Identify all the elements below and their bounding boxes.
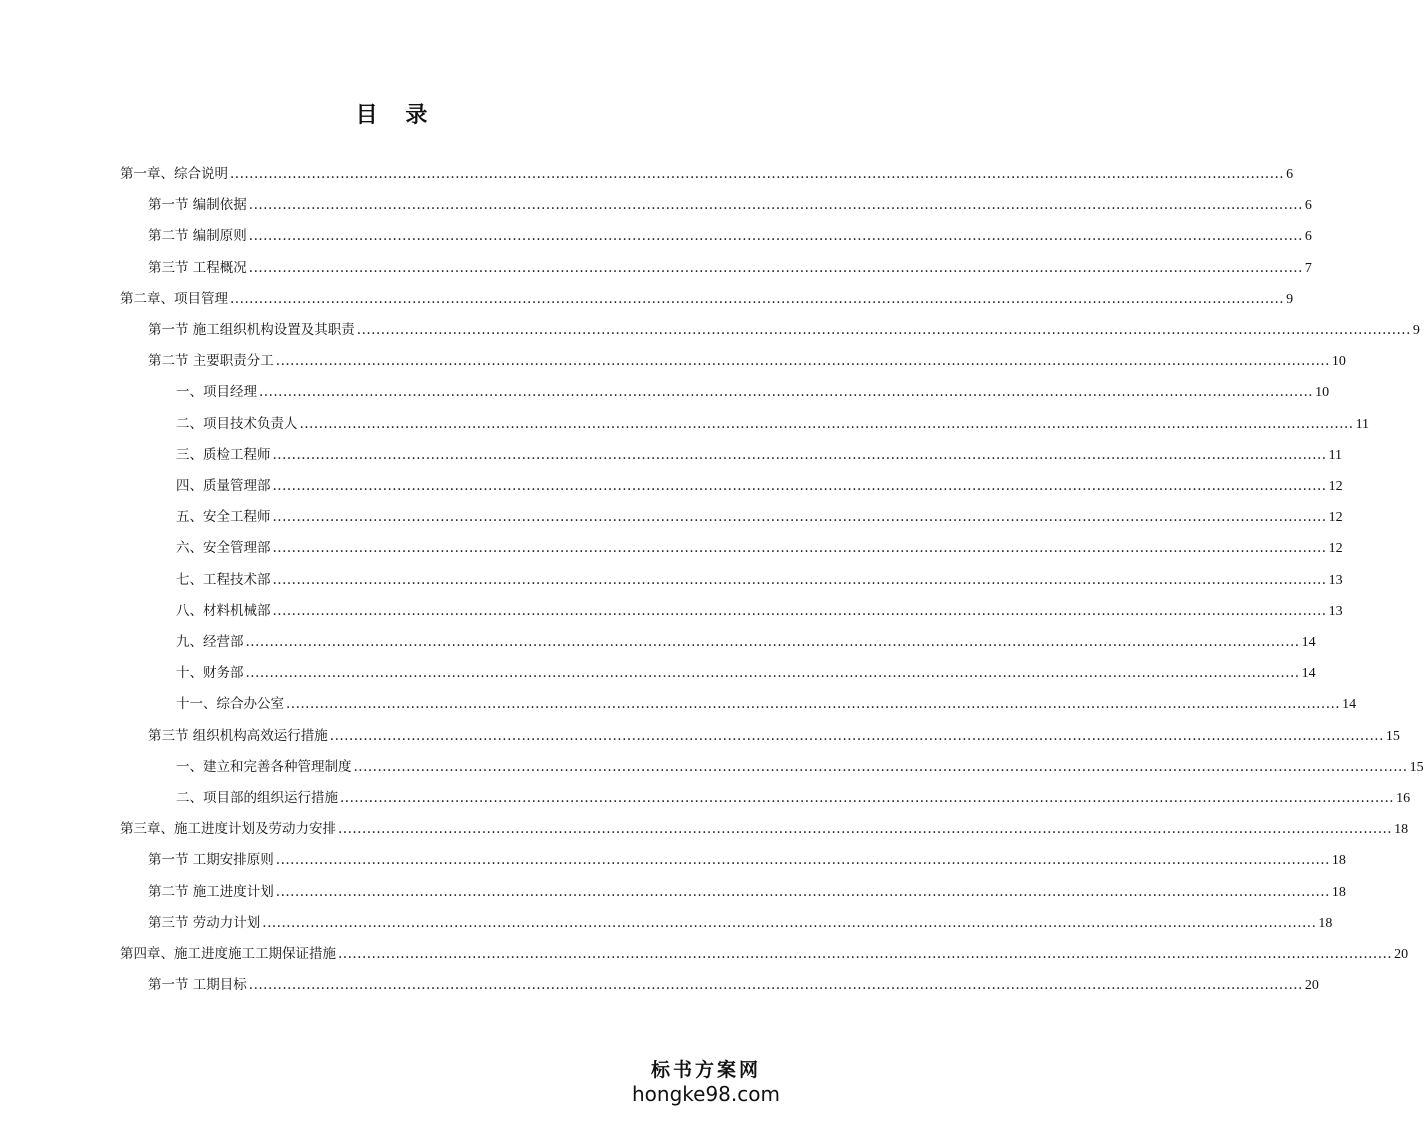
toc-entry-label: 第一节 编制依据: [148, 197, 247, 213]
toc-entry-label: 第一节 工期目标: [148, 977, 247, 993]
toc-entry-page-number: 14: [1342, 697, 1357, 712]
toc-entry-page-number: 9: [1286, 292, 1294, 307]
toc-entry-page-number: 6: [1286, 167, 1294, 182]
toc-entry-page-number: 9: [1412, 323, 1420, 338]
toc-entry[interactable]: [176, 754, 1424, 780]
toc-entry-page-number: 15: [1409, 760, 1424, 775]
watermark: [631, 1058, 781, 1106]
toc-entry[interactable]: [176, 785, 1411, 811]
toc-entry-label: 十、财务部: [176, 665, 244, 681]
toc-entry-page-number: 18: [1318, 916, 1333, 931]
toc-dot-leader: ............................................................................................................................................................................................................................: [286, 696, 1341, 712]
watermark-site-name: 标书方案网: [650, 1059, 761, 1081]
toc-entry-label: 七、工程技术部: [176, 572, 271, 588]
toc-entry[interactable]: [148, 910, 1333, 936]
toc-entry[interactable]: [176, 691, 1357, 717]
toc-dot-leader: ............................................................................................................................................................................................................................: [248, 260, 1303, 276]
toc-entry-page-number: 18: [1331, 885, 1346, 900]
toc-dot-leader: ............................................................................................................................................................................................................................: [248, 197, 1303, 213]
toc-entry[interactable]: [148, 879, 1346, 905]
toc-entry[interactable]: [176, 504, 1343, 530]
toc-entry-page-number: 20: [1394, 947, 1409, 962]
toc-entry[interactable]: [176, 473, 1343, 499]
toc-entry-page-number: 15: [1385, 729, 1400, 744]
toc-dot-leader: ............................................................................................................................................................................................................................: [329, 728, 1384, 744]
toc-entry-page-number: 14: [1301, 635, 1316, 650]
toc-entry[interactable]: [176, 379, 1330, 405]
toc-entry-page-number: 10: [1331, 354, 1346, 369]
toc-dot-leader: ............................................................................................................................................................................................................................: [248, 977, 1303, 993]
toc-entry[interactable]: [120, 816, 1409, 842]
toc-entry-label: 二、项目部的组织运行措施: [176, 790, 338, 806]
toc-entry-label: 第三节 组织机构高效运行措施: [148, 728, 328, 744]
toc-entry-page-number: 12: [1328, 510, 1343, 525]
toc-entry-label: 九、经营部: [176, 634, 244, 650]
watermark-url: hongke98.com: [632, 1082, 780, 1106]
toc-entry-label: 第二节 编制原则: [148, 228, 247, 244]
toc-entry-page-number: 18: [1331, 853, 1346, 868]
toc-entry[interactable]: [148, 972, 1319, 998]
toc-entry-label: 六、安全管理部: [176, 540, 271, 556]
toc-entry-label: 第一章、综合说明: [120, 166, 228, 182]
toc-entry-label: 第三节 工程概况: [148, 260, 247, 276]
toc-dot-leader: ............................................................................................................................................................................................................................: [356, 322, 1411, 338]
toc-dot-leader: ............................................................................................................................................................................................................................: [245, 665, 1300, 681]
toc-entry[interactable]: [148, 847, 1346, 873]
toc-entry-label: 八、材料机械部: [176, 603, 271, 619]
toc-entry-page-number: 16: [1396, 791, 1411, 806]
toc-entry-page-number: 12: [1328, 541, 1343, 556]
toc-entry[interactable]: [176, 629, 1316, 655]
toc-dot-leader: ............................................................................................................................................................................................................................: [272, 572, 1327, 588]
toc-entry-label: 第二节 施工进度计划: [148, 884, 274, 900]
toc-entry[interactable]: [148, 255, 1312, 281]
toc-dot-leader: ............................................................................................................................................................................................................................: [272, 447, 1327, 463]
toc-entry-page-number: 13: [1328, 604, 1343, 619]
toc-entry-label: 第二章、项目管理: [120, 291, 228, 307]
toc-entry-label: 第一节 施工组织机构设置及其职责: [148, 322, 355, 338]
toc-entry[interactable]: [120, 286, 1294, 312]
toc-entry[interactable]: [148, 192, 1312, 218]
toc-dot-leader: ............................................................................................................................................................................................................................: [299, 416, 1354, 432]
toc-entry[interactable]: [176, 535, 1343, 561]
toc-entry[interactable]: [176, 567, 1343, 593]
toc-entry-label: 十一、综合办公室: [176, 696, 284, 712]
toc-entry[interactable]: [176, 598, 1343, 624]
toc-entry[interactable]: [148, 348, 1346, 374]
toc-entry-label: 第三节 劳动力计划: [148, 915, 261, 931]
toc-dot-leader: ............................................................................................................................................................................................................................: [262, 915, 1317, 931]
toc-entry-page-number: 10: [1315, 385, 1330, 400]
toc-entry-page-number: 11: [1355, 417, 1370, 432]
toc-dot-leader: ............................................................................................................................................................................................................................: [340, 790, 1395, 806]
toc-entry-page-number: 12: [1328, 479, 1343, 494]
toc-entry[interactable]: [148, 317, 1420, 343]
toc-dot-leader: ............................................................................................................................................................................................................................: [272, 509, 1327, 525]
toc-entry-page-number: 7: [1304, 261, 1312, 276]
toc-dot-leader: ............................................................................................................................................................................................................................: [272, 478, 1327, 494]
toc-entry[interactable]: [176, 442, 1343, 468]
toc-entry-label: 一、建立和完善各种管理制度: [176, 759, 352, 775]
toc-entry[interactable]: [148, 223, 1312, 249]
toc-dot-leader: ............................................................................................................................................................................................................................: [338, 946, 1393, 962]
toc-entry-page-number: 11: [1328, 448, 1343, 463]
toc-dot-leader: ............................................................................................................................................................................................................................: [245, 634, 1300, 650]
toc-entry-label: 第二节 主要职责分工: [148, 353, 274, 369]
toc-entry-label: 第一节 工期安排原则: [148, 852, 274, 868]
toc-dot-leader: ............................................................................................................................................................................................................................: [230, 291, 1285, 307]
toc-entry-page-number: 6: [1304, 198, 1312, 213]
toc-entry[interactable]: [120, 941, 1409, 967]
toc-entry-label: 第三章、施工进度计划及劳动力安排: [120, 821, 336, 837]
toc-dot-leader: ............................................................................................................................................................................................................................: [272, 540, 1327, 556]
toc-dot-leader: ............................................................................................................................................................................................................................: [353, 759, 1408, 775]
toc-entry-page-number: 6: [1304, 229, 1312, 244]
page-title: 目 录: [355, 102, 438, 128]
toc-entry-page-number: 14: [1301, 666, 1316, 681]
toc-dot-leader: ............................................................................................................................................................................................................................: [275, 852, 1330, 868]
toc-entry-label: 三、质检工程师: [176, 447, 271, 463]
toc-entry-page-number: 13: [1328, 573, 1343, 588]
toc-dot-leader: ............................................................................................................................................................................................................................: [275, 353, 1330, 369]
toc-dot-leader: ............................................................................................................................................................................................................................: [230, 166, 1285, 182]
toc-entry-page-number: 18: [1394, 822, 1409, 837]
toc-entry-label: 二、项目技术负责人: [176, 416, 298, 432]
toc-entry[interactable]: [176, 660, 1316, 686]
toc-entry[interactable]: [176, 411, 1370, 437]
toc-entry[interactable]: [148, 723, 1400, 749]
toc-entry-page-number: 20: [1304, 978, 1319, 993]
toc-dot-leader: ............................................................................................................................................................................................................................: [338, 821, 1393, 837]
toc-dot-leader: ............................................................................................................................................................................................................................: [275, 884, 1330, 900]
toc-dot-leader: ............................................................................................................................................................................................................................: [248, 228, 1303, 244]
toc-entry[interactable]: [120, 161, 1294, 187]
toc-dot-leader: ............................................................................................................................................................................................................................: [259, 384, 1314, 400]
toc-entry-label: 一、项目经理: [176, 384, 257, 400]
toc-entry-label: 四、质量管理部: [176, 478, 271, 494]
toc-dot-leader: ............................................................................................................................................................................................................................: [272, 603, 1327, 619]
toc-entry-label: 第四章、施工进度施工工期保证措施: [120, 946, 336, 962]
toc-entry-label: 五、安全工程师: [176, 509, 271, 525]
